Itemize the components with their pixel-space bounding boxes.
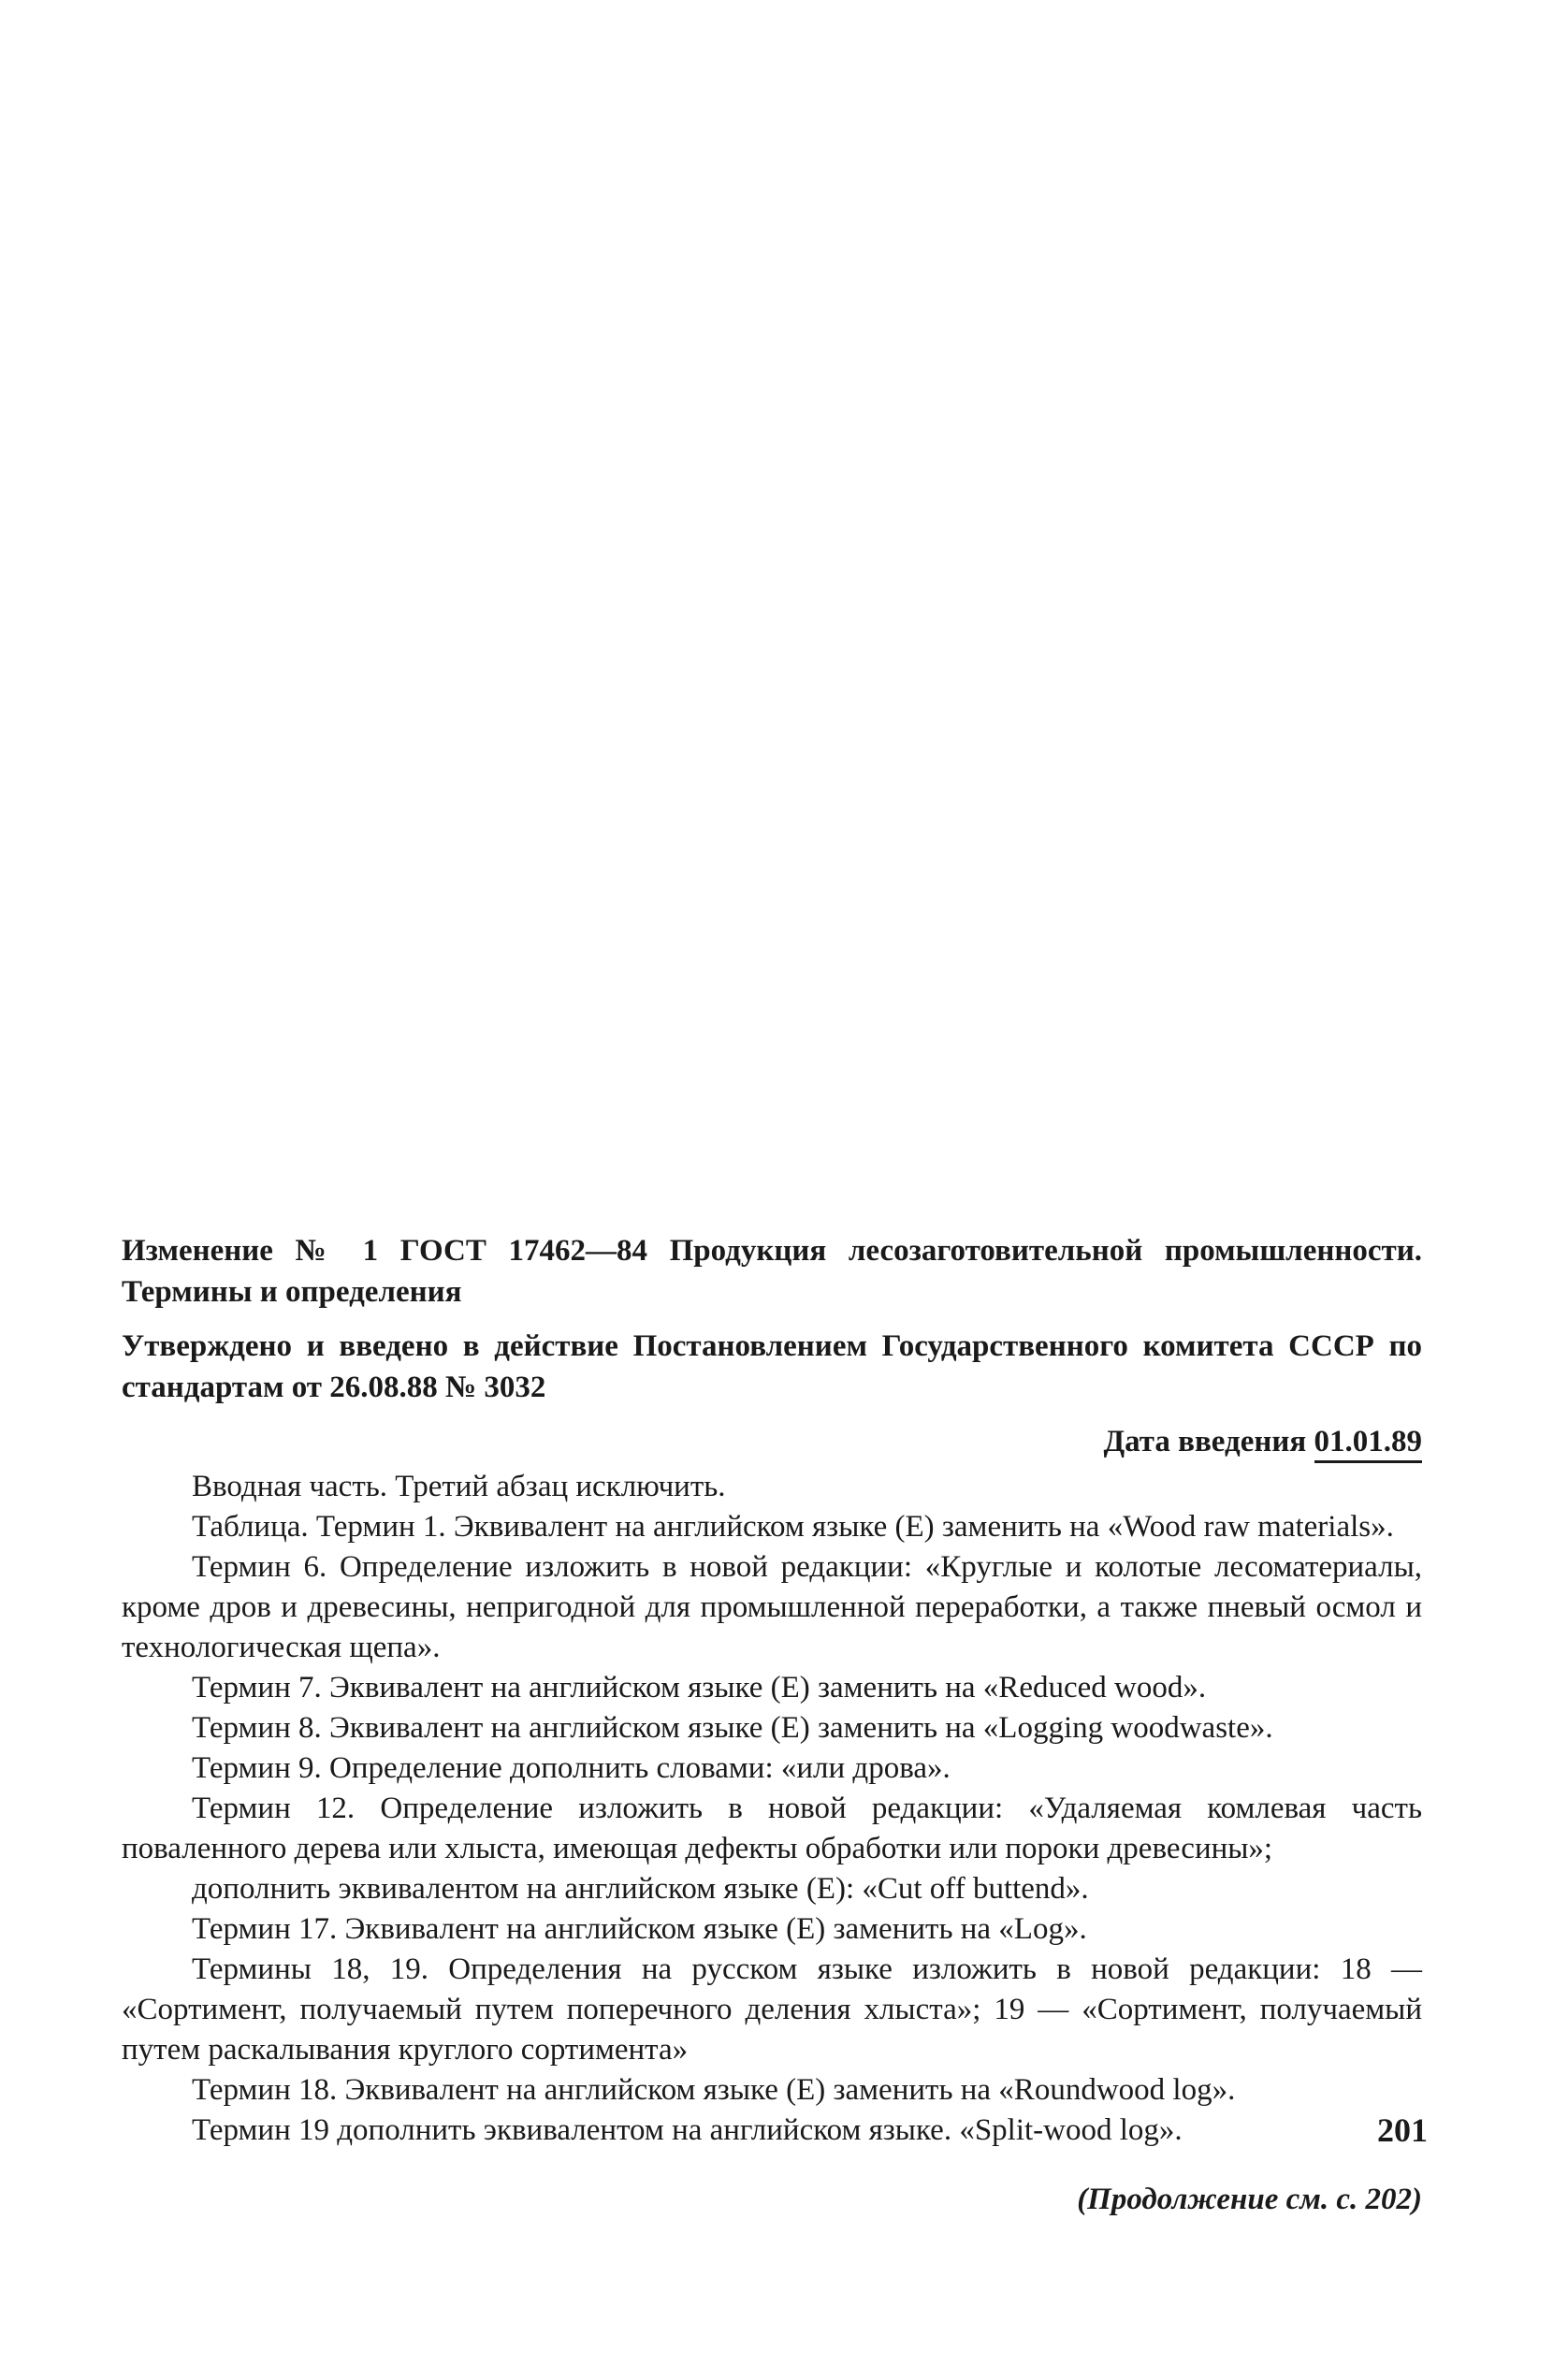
continuation-note: (Продолжение см. с. 202): [1077, 2183, 1422, 2216]
paragraph-term-8: Термин 8. Эквивалент на английском языке (E) заменить на «Logging woodwaste».: [192, 1711, 1273, 1745]
approval-statement: Утверждено и введено в действие Постановлением Государственного комитета СССР по стандартам от 26.08.88 № 3032: [122, 1329, 1422, 1404]
effective-date-label: Дата введения: [1103, 1425, 1307, 1458]
paragraph-term-6: Термин 6. Определение изложить в новой редакции: «Круглые и колотые лесоматериалы, кроме дров и древесины, непригодной для промышленной переработки, а также пневый осмол и технологическая щепа».: [122, 1550, 1422, 1664]
paragraph-term-17: Термин 17. Эквивалент на английском языке (E) заменить на «Log».: [192, 1912, 1087, 1946]
page-number: 201: [1377, 2111, 1428, 2149]
paragraph-intro: Вводная часть. Третий абзац исключить.: [192, 1470, 726, 1503]
document-body: [122, 1230, 1422, 2220]
paragraph-term-1: Таблица. Термин 1. Эквивалент на английском языке (E) заменить на «Wood raw materials».: [192, 1510, 1394, 1544]
paragraph-term-12-addition: дополнить эквивалентом на английском языке (E): «Cut off buttend».: [192, 1872, 1089, 1906]
document-heading: Изменение № 1 ГОСТ 17462—84 Продукция лесозаготовительной промышленности. Термины и определения: [122, 1234, 1422, 1309]
paragraph-term-19: Термин 19 дополнить эквивалентом на английском языке. «Split-wood log».: [192, 2113, 1183, 2147]
effective-date-line: [122, 1421, 1422, 1463]
paragraph-term-7: Термин 7. Эквивалент на английском языке (E) заменить на «Reduced wood».: [192, 1671, 1207, 1705]
effective-date-value: 01.01.89: [1314, 1423, 1423, 1463]
paragraph-term-9: Термин 9. Определение дополнить словами: «или дрова».: [192, 1751, 951, 1785]
paragraph-term-18: Термин 18. Эквивалент на английском языке (E) заменить на «Roundwood log».: [192, 2073, 1236, 2107]
paragraph-term-12: Термин 12. Определение изложить в новой редакции: «Удаляемая комлевая часть поваленного дерева или хлыста, имеющая дефекты обработки или пороки древесины»;: [122, 1792, 1422, 1865]
paragraph-terms-18-19: Термины 18, 19. Определения на русском языке изложить в новой редакции: 18 — «Сортимент, получаемый путем поперечного деления хлыста»; 19 — «Сортимент, получаемый путем раскалывания круглого сортимента»: [122, 1952, 1422, 2067]
